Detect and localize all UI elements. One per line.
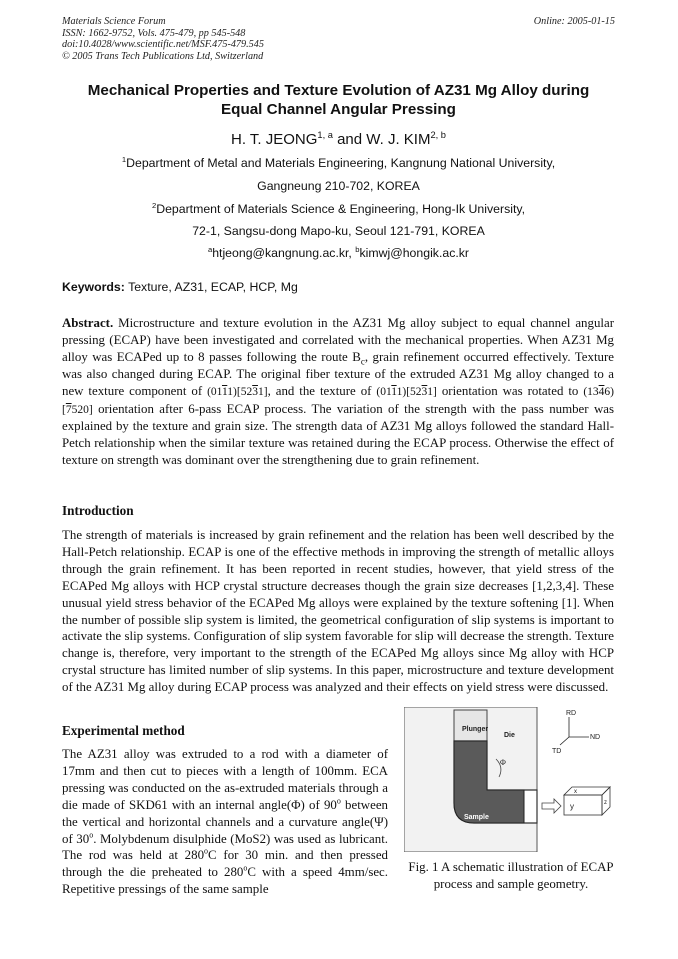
keywords-label: Keywords: xyxy=(62,280,125,294)
mi3-c: 6)[ xyxy=(62,385,614,416)
nd-label: ND xyxy=(590,734,601,741)
mi2-d: 3 xyxy=(421,385,428,398)
affiliation-1-line-2: Gangneung 210-702, KOREA xyxy=(257,179,420,193)
abstract-text-3: , and the texture of xyxy=(267,383,377,398)
exp-text-3: . Molybdenum disulphide (MoS2) was used as lubricant. The rod was held at 280 xyxy=(62,831,388,863)
mi3-e: 520] xyxy=(71,403,93,416)
z-label: z xyxy=(604,800,607,806)
phi-label: Φ xyxy=(500,758,506,767)
journal-header xyxy=(62,16,264,62)
author-2: W. J. KIM xyxy=(366,131,431,148)
keywords xyxy=(62,280,298,294)
exp-text-1: The AZ31 alloy was extruded to a rod with a diameter of 17mm and then cut to pieces with a length of 100mm. ECA pressing was conducted on the as-extruded materials through a die made of SKD61 with an internal angle(Φ) of 90 xyxy=(62,747,388,812)
mi2-a: (01 xyxy=(376,385,392,398)
mi1-d: 3 xyxy=(252,385,258,398)
mi1-b: 1 xyxy=(221,385,228,398)
td-label: TD xyxy=(552,748,562,755)
author-1-marker: 1, a xyxy=(317,130,333,140)
aff-2-text: Department of Materials Science & Engineering, Hong-Ik University, xyxy=(156,202,526,216)
mi1-e: 1] xyxy=(257,385,268,398)
affiliation-2-line-1 xyxy=(62,202,615,216)
experimental-heading: Experimental method xyxy=(62,723,185,738)
title-line-2: Equal Channel Angular Pressing xyxy=(221,101,456,118)
introduction-text: The strength of materials is increased by grain refinement and the relation has been well described by the Hall-Petch relationship. ECAP is one of the effective methods in improving the strength of metallic alloys through the grain refinement. It has been reported in recent studies, however, that yield stress of the ECAPed Mg alloys with HCP crystal structure decreases though the grain size decreases [1,2,3,4]. These unusual yield stress behavior of the ECAPed Mg alloys were explained by the texture softening [1]. When the number of possible slip system is limited, the geometrical configuration of slip systems is important to activate the slip systems. Configuration of slip system favorable for slip will decrease the strength. Texture change is, therefore, very important to the strength of the ECAPed Mg alloys since Mg alloy with HCP crystal structure has limited number of slip systems. In this paper, microstructure and texture development of the AZ31 Mg alloy during ECAP process was analyzed and their effects on yield stress were discussed. xyxy=(62,528,614,695)
figure-caption: Fig. 1 A schematic illustration of ECAP process and sample geometry. xyxy=(408,860,614,891)
exp-text-2: between the vertical and horizontal channels and a curvature angle(Ψ) of 30 xyxy=(62,797,389,846)
degree-mark-2: o xyxy=(89,830,94,840)
degree-mark-3: o xyxy=(204,847,209,857)
experimental-text xyxy=(62,746,388,898)
die-label: Die xyxy=(504,732,515,739)
ecap-schematic-figure xyxy=(404,707,616,852)
introduction-heading: Introduction xyxy=(62,503,134,518)
sample-label: Sample xyxy=(464,814,489,821)
aff-2-marker: 2 xyxy=(151,200,157,210)
email-a[interactable]: htjeong@kangnung.ac.kr, xyxy=(212,246,356,260)
keywords-text: Texture, AZ31, ECAP, HCP, Mg xyxy=(124,280,298,294)
author-1: H. T. JEONG xyxy=(231,131,318,148)
route-subscript: c xyxy=(360,356,365,367)
aff-1-marker: 1 xyxy=(121,154,127,164)
email-line xyxy=(62,246,615,260)
y-label: y xyxy=(570,802,574,811)
title-line-1: Mechanical Properties and Texture Evolution of AZ31 Mg Alloy during xyxy=(87,82,590,99)
mi1-c: 1)[52 xyxy=(227,385,253,398)
miller-index-2 xyxy=(376,386,437,398)
abstract-text-4: orientation was rotated to xyxy=(436,383,584,398)
abstract-label: Abstract. xyxy=(62,316,114,330)
author-2-marker: 2, b xyxy=(430,130,446,140)
exp-text-4: C for 30 min. and then pressed through the die preheated to 280 xyxy=(62,848,388,880)
paper-title xyxy=(62,81,615,119)
hollow-arrow xyxy=(542,799,561,813)
mi2-c: 1)[52 xyxy=(396,385,422,398)
mi2-e: 1] xyxy=(427,385,437,398)
mi3-d: 7 xyxy=(65,403,72,416)
affiliation-2-line-2: 72-1, Sangsu-dong Mapo-ku, Seoul 121-791, KOREA xyxy=(192,224,485,238)
abstract xyxy=(62,315,614,469)
x-label: x xyxy=(574,789,577,795)
degree-mark-1: o xyxy=(336,796,341,806)
degree-mark-4: o xyxy=(243,864,248,874)
abstract-text-1: Microstructure and texture evolution in the AZ31 Mg alloy subject to equal channel angular pressing (ECAP) have been investigated and correlated with the mechanical properties. When AZ31 Mg alloy was ECAPed up to 8 passes following the route B xyxy=(62,316,614,364)
plunger-label: Plunger xyxy=(462,726,489,733)
abstract-text-2: , grain refinement occurred effectively. Texture was also changed during ECAP. The original fiber texture of the extruded AZ31 Mg alloy changed to a new texture component of xyxy=(62,349,614,398)
mi3-b: 4 xyxy=(598,385,605,398)
copyright-line: © 2005 Trans Tech Publications Ltd, Switzerland xyxy=(62,50,264,62)
email-b[interactable]: kimwj@hongik.ac.kr xyxy=(359,246,470,260)
mi3-a: (13 xyxy=(583,385,599,398)
rd-label: RD xyxy=(566,710,577,717)
abstract-text-5: orientation after 6-pass ECAP process. The variation of the strength with the pass number was explained by the texture and grain size. The strength data of AZ31 Mg alloys followed the standard Hall-Petch relationship when the similar texture was retained during the ECAP process. Otherwise the effect of texture on strength was dominant over the strengthening due to grain refinement. xyxy=(62,401,614,468)
author-list xyxy=(62,131,615,148)
td-axis xyxy=(560,737,569,745)
affiliation-1-line-1 xyxy=(62,156,615,170)
mi2-b: 1 xyxy=(391,385,397,398)
author-separator: and xyxy=(332,131,367,148)
journal-name: Materials Science Forum xyxy=(62,16,166,27)
online-date: Online: 2005-01-15 xyxy=(533,16,615,27)
doi-line: doi:10.4028/www.scientific.net/MSF.475-479.545 xyxy=(62,39,264,51)
miller-index-1 xyxy=(207,386,268,398)
aff-1-text: Department of Metal and Materials Engineering, Kangnung National University, xyxy=(126,156,556,170)
mi1-a: (01 xyxy=(207,385,222,398)
email-b-marker: b xyxy=(355,244,360,254)
email-a-marker: a xyxy=(207,244,213,254)
exp-text-5: C with a speed 4mm/sec. Repetitive pressings of the same sample xyxy=(62,865,388,897)
issn-line: ISSN: 1662-9752, Vols. 475-479, pp 545-548 xyxy=(62,27,246,39)
